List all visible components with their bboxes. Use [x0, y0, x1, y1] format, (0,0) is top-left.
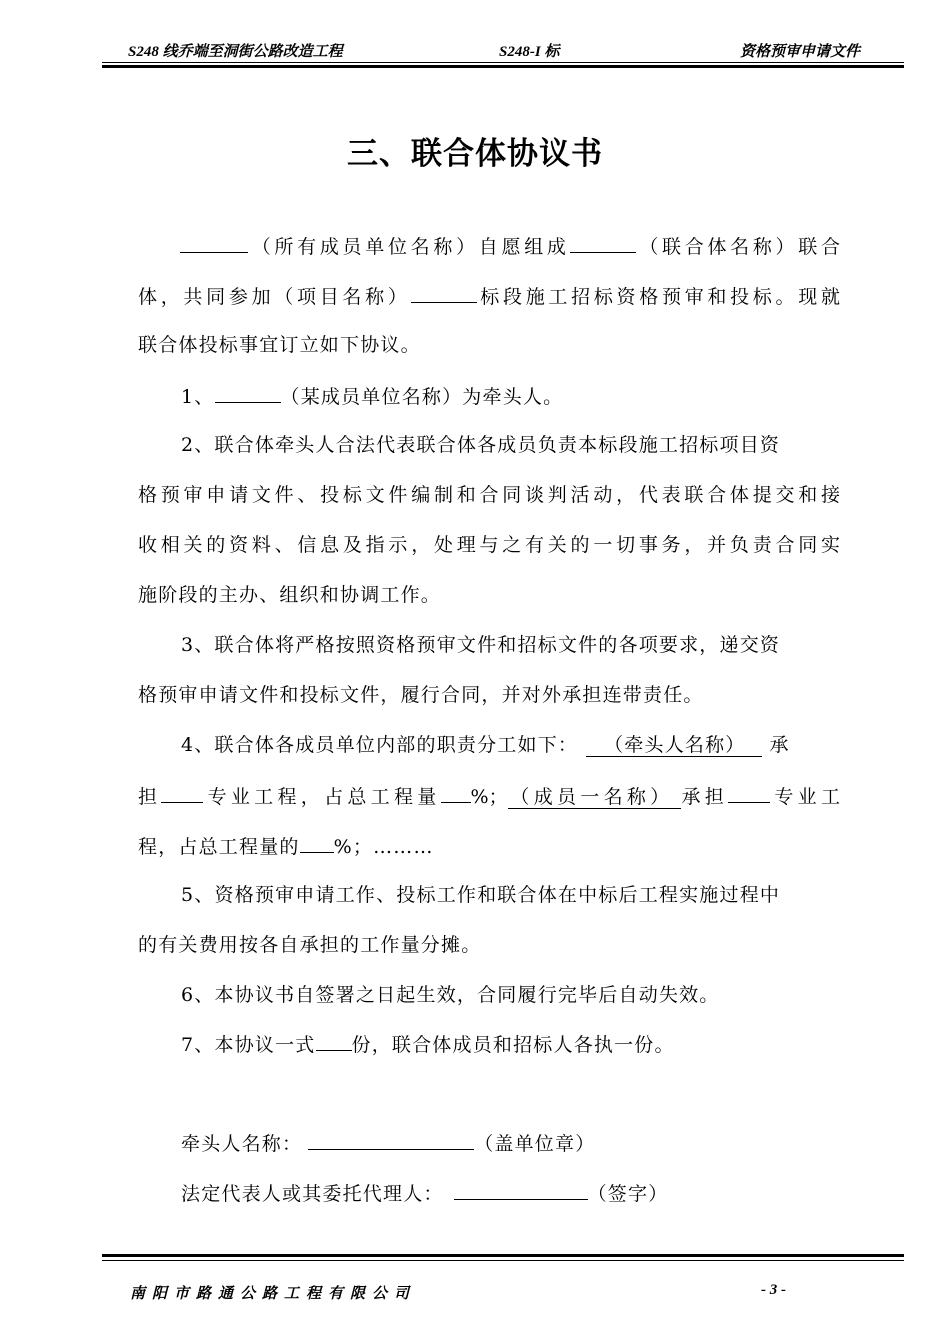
item-7-suffix: 份，联合体成员和招标人各执一份。 [351, 1034, 675, 1056]
item-2-line-2: 格预审申请文件、投标文件编制和合同谈判活动，代表联合体提交和接 [138, 484, 840, 506]
intro-line-3: 联合体投标事宜订立如下协议。 [138, 334, 421, 356]
blank-copies [316, 1030, 352, 1051]
page-number: - 3 - [761, 1282, 786, 1298]
item-7-prefix: 7、本协议一式 [181, 1034, 316, 1056]
item-3-line-1: 3、联合体将严格按照资格预审文件和招标文件的各项要求，递交资 [181, 634, 781, 656]
footer-company: 南阳市路通公路工程有限公司 [130, 1286, 417, 1302]
item-4-text-1b: 承 [769, 734, 790, 756]
item-4-text-1a: 4、联合体各成员单位内部的职责分工如下： [181, 734, 579, 756]
item-4-line-3 [138, 832, 434, 860]
item-4-text-3a: 程，占总工程量的 [138, 836, 300, 858]
blank-member-names [180, 232, 248, 253]
page-title: 三、联合体协议书 [347, 136, 603, 172]
signature-lead [181, 1129, 595, 1157]
item-2-line-1: 2、联合体牵头人合法代表联合体各成员负责本标段施工招标项目资 [181, 434, 781, 456]
blank-lead-specialty [161, 782, 203, 803]
signature-rep-blank [454, 1179, 588, 1200]
header-rule-thick [102, 65, 904, 68]
intro-line-1 [138, 232, 840, 260]
item-4-line-2 [138, 782, 840, 810]
header-project: S248 线乔端至洞街公路改造工程 [128, 44, 343, 60]
intro-text-2b: 标段施工招标资格预审和投标。现就 [476, 286, 840, 308]
item-5-line-1: 5、资格预审申请工作、投标工作和联合体在中标后工程实施过程中 [181, 884, 781, 906]
item-4-text-2c: %； [470, 786, 508, 808]
item-5-line-2: 的有关费用按各自承担的工作量分摊。 [138, 934, 482, 956]
item-4-text-3b: %；……… [333, 836, 434, 858]
item-1 [181, 382, 563, 410]
item-4-text-2a: 担 [138, 786, 162, 808]
item-4-text-2b: 专业工程，占总工程量 [203, 786, 441, 808]
signature-lead-blank [308, 1129, 474, 1150]
signature-rep-note: （签字） [587, 1183, 669, 1205]
intro-text-2a: 体，共同参加（项目名称） [138, 286, 411, 308]
item-4-text-2e: 专业工 [770, 786, 840, 808]
item-7 [181, 1030, 675, 1058]
item-4-line-1 [181, 732, 790, 758]
blank-member-one-name: （成员一名称） [508, 786, 682, 809]
signature-lead-note: （盖单位章） [474, 1133, 596, 1155]
item-1-prefix: 1、 [181, 386, 215, 408]
item-2-line-4: 施阶段的主办、组织和协调工作。 [138, 584, 442, 606]
item-4-text-2d: 承担 [681, 786, 729, 808]
page-header [102, 36, 904, 60]
blank-lead-name: （牵头人名称） [586, 734, 761, 757]
item-2-line-3: 收相关的资料、信息及指示，处理与之有关的一切事务，并负责合同实 [138, 534, 840, 556]
blank-lead-percent [441, 782, 471, 803]
item-1-suffix: （某成员单位名称）为牵头人。 [280, 386, 564, 408]
intro-text-1b: （联合体名称）联合 [635, 236, 840, 258]
signature-lead-label: 牵头人名称： [181, 1133, 303, 1155]
header-doc-type: 资格预审申请文件 [739, 44, 860, 60]
blank-member-specialty [728, 782, 770, 803]
intro-text-1a: （所有成员单位名称）自愿组成 [248, 236, 570, 258]
signature-rep-label: 法定代表人或其委托代理人： [181, 1183, 444, 1205]
blank-lead-member [215, 382, 281, 403]
footer-rule-thin [102, 1260, 904, 1261]
header-section: S248-I 标 [499, 44, 560, 60]
blank-consortium-name [570, 232, 636, 253]
footer-rule-thick [102, 1254, 904, 1257]
blank-project-name [411, 282, 477, 303]
intro-line-2 [138, 282, 840, 310]
item-3-line-2: 格预审申请文件和投标文件，履行合同，并对外承担连带责任。 [138, 684, 704, 706]
signature-rep [181, 1179, 668, 1207]
blank-member-percent [300, 832, 334, 853]
item-6: 6、本协议书自签署之日起生效，合同履行完毕后自动失效。 [181, 984, 720, 1006]
header-rule-thin [102, 62, 904, 63]
